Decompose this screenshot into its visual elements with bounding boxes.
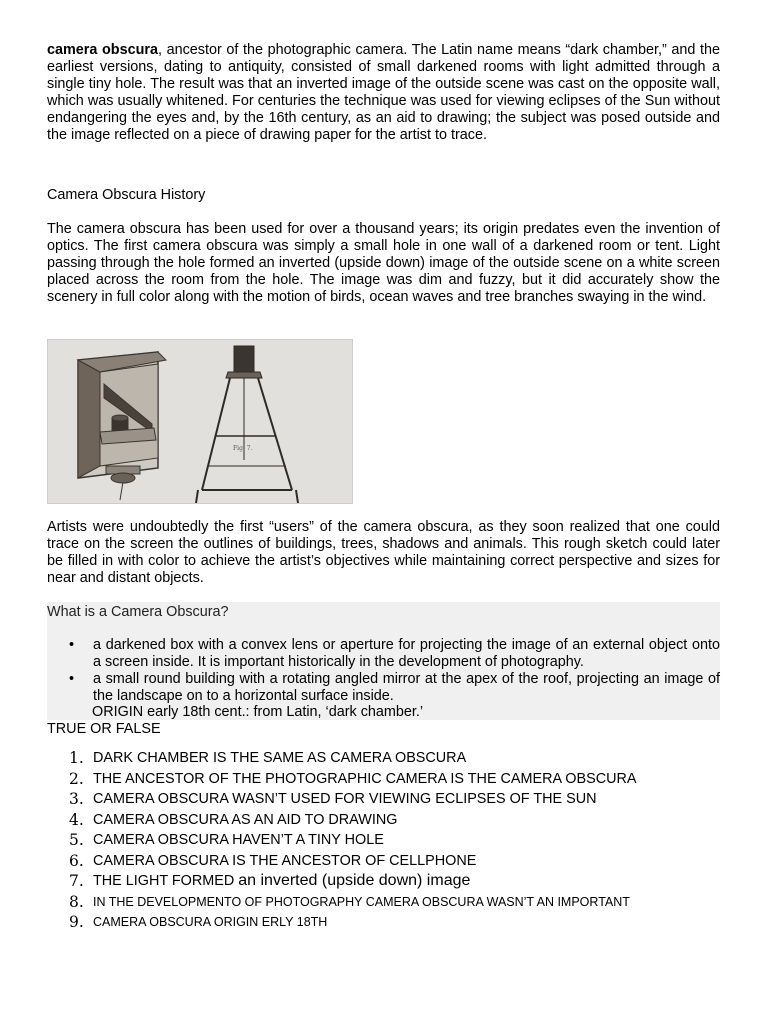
definition-question: What is a Camera Obscura? <box>47 604 229 620</box>
quiz-number: 3. <box>69 790 84 808</box>
quiz-number: 5. <box>69 831 84 849</box>
quiz-statement <box>93 873 470 889</box>
engraving-illustration <box>48 340 352 503</box>
list-item <box>47 851 747 872</box>
quiz-statement: CAMERA OBSCURA ORIGIN ERLY 18TH <box>93 915 328 929</box>
quiz-number: 7. <box>69 872 84 890</box>
artists-paragraph: Artists were undoubtedly the first “users” of the camera obscura, as they soon realized that one could trace on the screen the outlines of buildings, trees, shadows and animals. This rough sketch could later be filled in with color to achieve the artist’s objectives while maintaining correct perspective and sizes for near and distant objects. <box>47 519 720 586</box>
list-item <box>47 892 747 913</box>
list-item <box>47 748 747 769</box>
definition-list <box>47 637 720 705</box>
quiz-number: 4. <box>69 810 84 829</box>
intro-paragraph <box>47 42 720 144</box>
quiz-statement-tail: an inverted (upside down) image <box>238 872 471 889</box>
list-item <box>47 912 747 933</box>
list-item <box>47 810 747 831</box>
quiz-statement: IN THE DEVELOPMENTO OF PHOTOGRAPHY CAMERA OBSCURA WASN’T AN IMPORTANT <box>93 894 630 909</box>
intro-text: , ancestor of the photographic camera. The Latin name means “dark chamber,” and the earliest versions, dating to antiquity, consisted of small darkened rooms with light admitted through a single tiny hole. The result was that an inverted image of the outside scene was cast on the opposite wall, which was usually whitened. For centuries the technique was used for viewing eclipses of the Sun without endangering the eyes and, by the 16th century, as an aid to drawing; the subject was posed outside and the image reflected on a piece of drawing paper for the artist to trace. <box>47 42 720 143</box>
definition-item-text: a darkened box with a convex lens or aperture for projecting the image of an external object onto a screen inside. It is important historically in the development of photography. <box>93 637 720 670</box>
quiz-number: 9. <box>69 913 84 931</box>
quiz-number: 2. <box>69 769 84 788</box>
quiz-statement-head: THE LIGHT FORMED <box>93 873 239 889</box>
quiz-statement: THE ANCESTOR OF THE PHOTOGRAPHIC CAMERA IS THE CAMERA OBSCURA <box>93 770 637 787</box>
intro-term: camera obscura <box>47 42 158 58</box>
quiz-statement: CAMERA OBSCURA IS THE ANCESTOR OF CELLPHONE <box>93 852 477 869</box>
quiz-statement: CAMERA OBSCURA AS AN AID TO DRAWING <box>93 811 398 828</box>
list-item <box>47 830 747 851</box>
quiz-statement: CAMERA OBSCURA HAVEN’T A TINY HOLE <box>93 832 384 848</box>
list-item <box>47 871 747 892</box>
quiz-list <box>47 748 747 933</box>
quiz-statement: CAMERA OBSCURA WASN’T USED FOR VIEWING ECLIPSES OF THE SUN <box>93 791 597 807</box>
bullet-glyph: • <box>69 637 75 653</box>
quiz-number: 8. <box>69 892 84 911</box>
camera-obscura-engraving <box>47 339 353 504</box>
list-item <box>47 769 747 790</box>
list-item <box>47 637 720 671</box>
quiz-number: 6. <box>69 851 84 870</box>
svg-text:Fig. 7.: Fig. 7. <box>233 445 253 452</box>
origin-note: ORIGIN early 18th cent.: from Latin, ‘dark chamber.’ <box>92 704 424 720</box>
history-heading: Camera Obscura History <box>47 187 206 203</box>
bullet-glyph: • <box>69 671 75 687</box>
definition-item-text: a small round building with a rotating angled mirror at the apex of the roof, projecting an image of the landscape on to a horizontal surface inside. <box>93 671 720 704</box>
quiz-title: TRUE OR FALSE <box>47 721 161 737</box>
quiz-statement: DARK CHAMBER IS THE SAME AS CAMERA OBSCURA <box>93 750 467 766</box>
history-paragraph: The camera obscura has been used for over a thousand years; its origin predates even the invention of optics. The first camera obscura was simply a small hole in one wall of a darkened room or tent. Light passing through the hole formed an inverted (upside down) image of the outside scene on a white screen placed across the room from the hole. The image was dim and fuzzy, but it did accurately show the scenery in full color along with the motion of birds, ocean waves and tree branches swaying in the wind. <box>47 221 720 305</box>
quiz-number: 1. <box>69 749 84 767</box>
list-item <box>47 789 747 810</box>
list-item <box>47 671 720 705</box>
